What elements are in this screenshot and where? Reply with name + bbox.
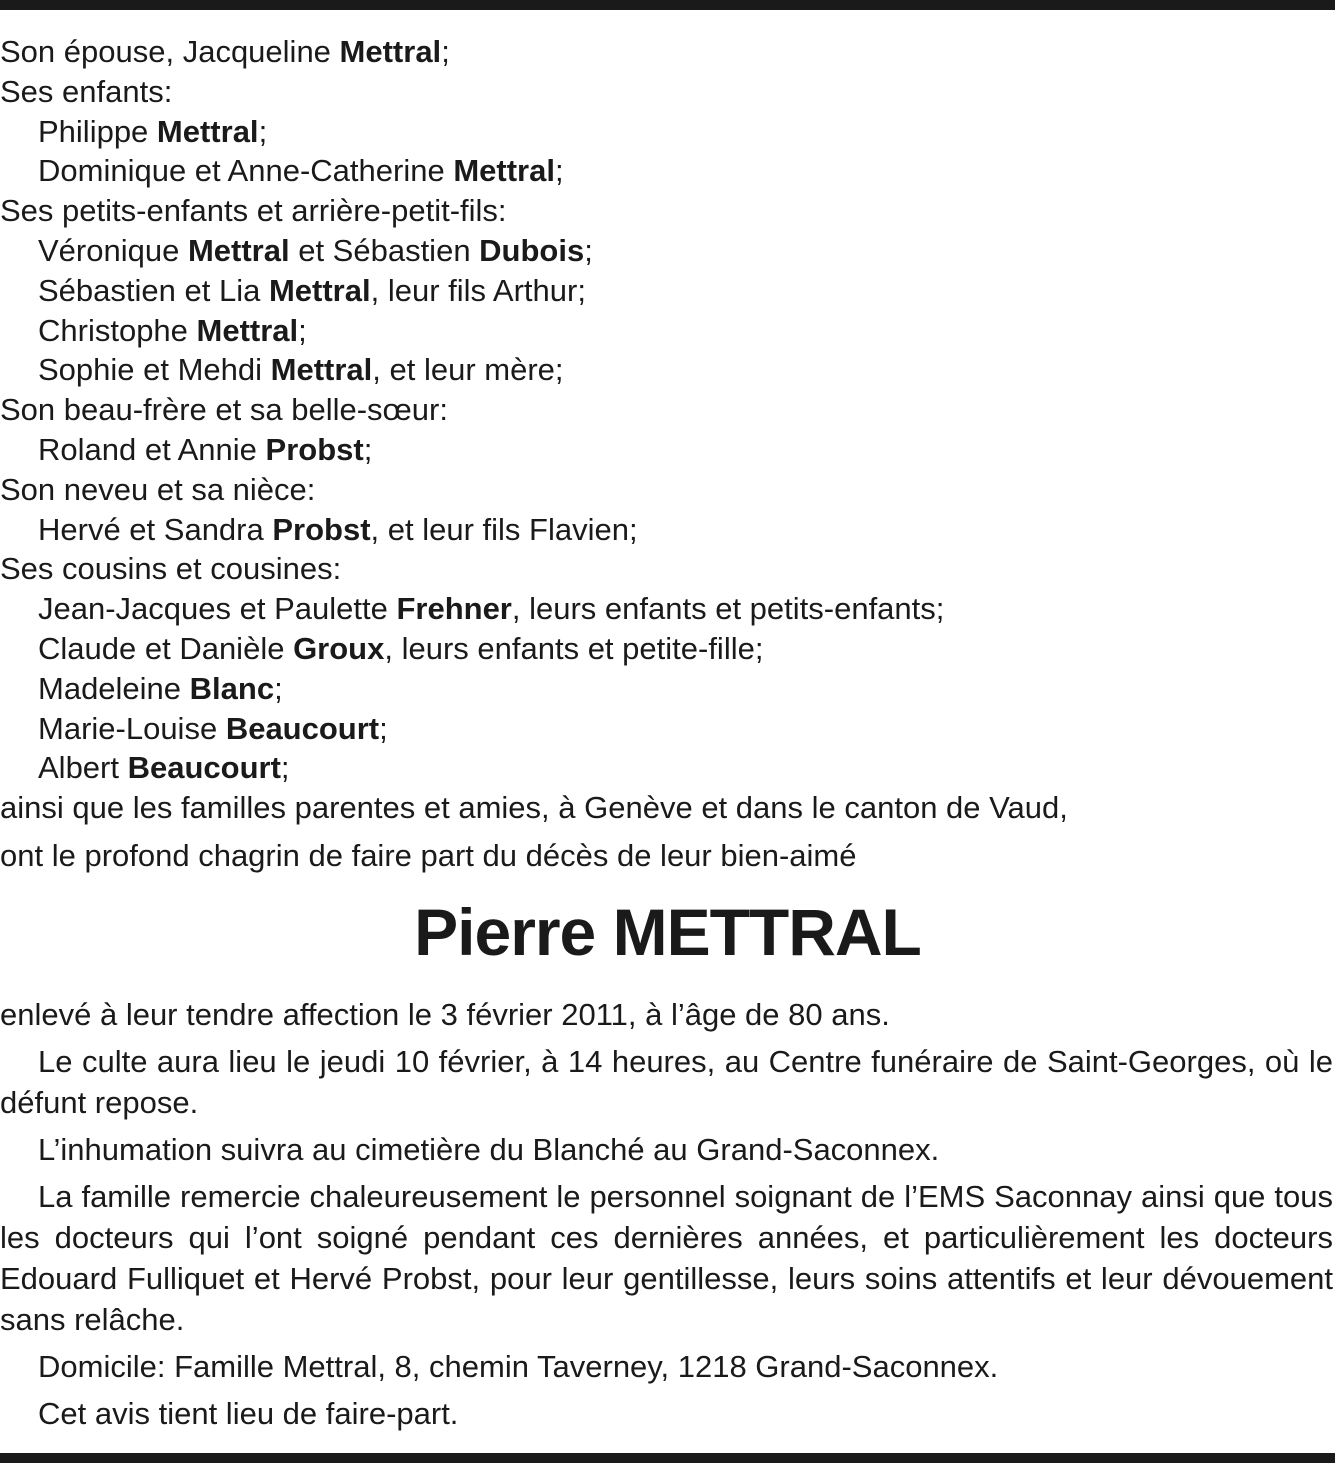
family-line	[0, 549, 1335, 589]
family-surname: Probst	[265, 431, 364, 467]
top-rule	[0, 0, 1335, 10]
family-text: , leurs enfants et petite-fille;	[384, 630, 764, 666]
family-line	[0, 748, 1335, 788]
family-line	[0, 311, 1335, 351]
family-text: Madeleine	[38, 670, 190, 706]
family-line	[0, 191, 1335, 231]
family-line	[0, 72, 1335, 112]
family-text: ;	[274, 670, 283, 706]
family-surname: Mettral	[453, 153, 555, 189]
family-line	[0, 430, 1335, 470]
family-text: Albert	[38, 750, 128, 786]
family-text: , leurs enfants et petits-enfants;	[511, 591, 945, 627]
family-text: Son beau-frère et sa belle-sœur:	[0, 392, 448, 428]
family-surname: Frehner	[396, 591, 512, 627]
family-text: Claude et Danièle	[38, 630, 294, 666]
family-text: ont le profond chagrin de faire part du décès de leur bien-aimé	[0, 837, 857, 873]
family-text: ainsi que les familles parentes et amies, à Genève et dans le canton de Vaud,	[0, 790, 1068, 826]
family-text: et Sébastien	[289, 232, 480, 268]
family-text: Jean-Jacques et Paulette	[38, 591, 397, 627]
family-text: ;	[363, 431, 373, 467]
family-text: , leur fils Arthur;	[370, 272, 586, 308]
family-line	[0, 271, 1335, 311]
family-text: Hervé et Sandra	[38, 511, 273, 547]
notice-paragraph: Cet avis tient lieu de faire-part.	[38, 1396, 459, 1431]
family-surname: Mettral	[268, 272, 371, 308]
notice-paragraph: enlevé à leur tendre affection le 3 février 2011, à l’âge de 80 ans.	[0, 997, 890, 1032]
family-line	[0, 836, 1335, 876]
bottom-rule	[0, 1453, 1335, 1463]
family-surname: Beaucourt	[225, 710, 380, 746]
family-line	[0, 390, 1335, 430]
family-text: Marie-Louise	[38, 710, 226, 746]
family-surname: Probst	[272, 511, 371, 547]
family-line	[0, 788, 1335, 828]
family-text: Ses enfants:	[0, 73, 173, 109]
family-surname: Groux	[293, 630, 385, 666]
family-surname: Mettral	[187, 232, 290, 268]
notice-paragraph: Domicile: Famille Mettral, 8, chemin Taverney, 1218 Grand-Saconnex.	[38, 1349, 999, 1384]
family-line	[0, 629, 1335, 669]
family-text: ;	[258, 113, 268, 149]
family-text: ;	[584, 232, 593, 268]
family-surname: Mettral	[339, 34, 442, 69]
family-text: Dominique et Anne-Catherine	[38, 153, 454, 189]
family-line	[0, 231, 1335, 271]
family-text: ;	[280, 750, 290, 786]
family-text: Ses cousins et cousines:	[0, 551, 342, 587]
family-text: , et leur mère;	[372, 352, 564, 388]
family-text: Véronique	[38, 232, 188, 268]
family-text: Roland et Annie	[38, 431, 266, 467]
family-line	[0, 669, 1335, 709]
family-text: ;	[298, 312, 307, 348]
family-text: ;	[554, 153, 564, 189]
family-text: Sophie et Mehdi	[38, 352, 271, 388]
notice-paragraph: La famille remercie chaleureusement le personnel soignant de l’EMS Saconnay ainsi que tous les docteurs qui l’ont soigné pendant ces dernières années, et particulièrement les docteurs Edouard Fulliquet et Hervé Probst, pour leur gentillesse, leurs soins attentifs et leur dévouement sans relâche.	[0, 1179, 1333, 1337]
family-line	[0, 470, 1335, 510]
family-line	[0, 589, 1335, 629]
family-text: Christophe	[38, 312, 197, 348]
notice-paragraph: Le culte aura lieu le jeudi 10 février, à 14 heures, au Centre funéraire de Saint-Georges, où le défunt repose.	[0, 1044, 1333, 1120]
family-surname: Mettral	[156, 113, 259, 149]
family-line	[0, 510, 1335, 550]
family-text: , et leur fils Flavien;	[370, 511, 638, 547]
family-text: Ses petits-enfants et arrière-petit-fils:	[0, 193, 507, 229]
family-text: Sébastien et Lia	[38, 272, 269, 308]
notice-body	[0, 994, 1333, 1434]
family-surname: Mettral	[196, 312, 299, 348]
family-text: ;	[379, 710, 388, 746]
notice-paragraph: L’inhumation suivra au cimetière du Blanché au Grand-Saconnex.	[38, 1132, 940, 1167]
family-list	[0, 32, 1335, 876]
family-line	[0, 709, 1335, 749]
family-surname: Beaucourt	[127, 750, 281, 786]
family-surname: Blanc	[189, 670, 275, 706]
family-line	[0, 112, 1335, 152]
deceased-name: Pierre METTRAL	[414, 895, 921, 969]
family-text: ;	[441, 34, 450, 69]
family-text: Son épouse, Jacqueline	[0, 34, 340, 69]
family-text: Son neveu et sa nièce:	[0, 471, 316, 507]
family-line	[0, 32, 1335, 72]
family-line	[0, 151, 1335, 191]
family-surname: Mettral	[270, 352, 373, 388]
family-text: Philippe	[38, 113, 157, 149]
family-surname: Dubois	[479, 232, 585, 268]
family-line	[0, 350, 1335, 390]
